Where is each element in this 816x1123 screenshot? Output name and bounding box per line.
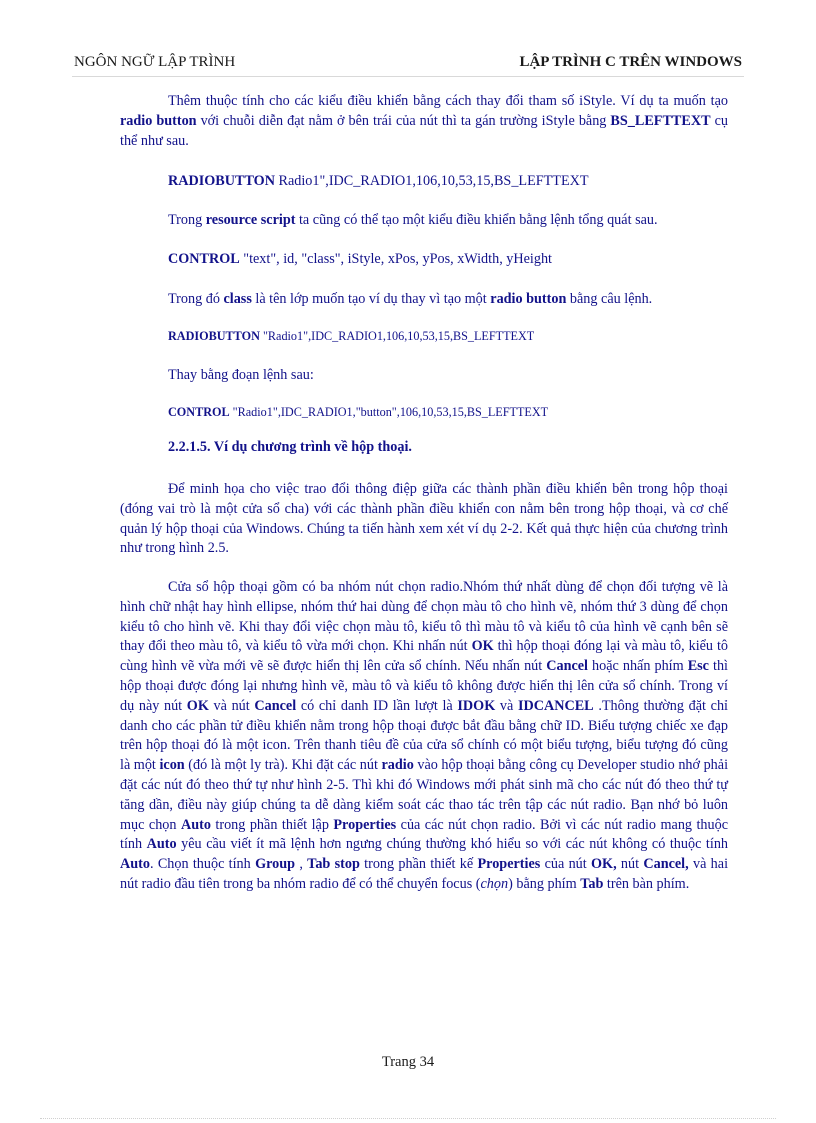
dialog-description-paragraph: Cửa sổ hộp thoại gồm có ba nhóm nút chọn radio.Nhóm thứ nhất dùng để chọn đối tượng vẽ là hình chữ nhật hay hình ellipse, nhóm thứ hai dùng để chọn màu tô cho hình vẽ, nhóm thứ 3 dùng để chọn kiểu tô cho hình vẽ. Khi thay đổi việc chọn màu tô, kiểu tô thì màu tô và kiểu tô của hình vẽ cạnh bên sẽ thay đổi theo màu tô, và kiểu tô vừa mới chọn. Khi nhấn nút OK thì hộp thoại đóng lại và màu tô, kiểu tô cùng hình vẽ vừa mới vẽ sẽ được hiển thị lên cửa sổ chính. Nếu nhấn nút Cancel hoặc nhấn phím Esc thì hộp thoại được đóng lại nhưng hình vẽ, màu tô và kiểu tô không được hiển thị lên cửa sổ chính. Trong ví dụ này nút OK và nút Cancel có chỉ danh ID lần lượt là IDOK và IDCANCEL .Thông thường đặt chỉ danh cho các phần tử điều khiển nằm trong hộp thoại được bắt đầu bằng chữ ID. Biểu tượng chiếc xe đạp trên hộp thoại đó là một icon. Trên thanh tiêu đề của cửa sổ chính có một biểu tượng, biểu tượng đó cũng là một icon (đó là một ly trà). Khi đặt các nút radio vào hộp thoại bằng công cụ Developer studio nhớ phải đặt các nút đó theo thứ tự như hình 2-5. Thì khi đó Windows mới phát sinh mã cho các nút đó theo thứ tự tăng dần, điều này giúp chúng ta dễ dàng kiểm soát các thao tác trên tập các nút radio. Bạn nhớ bỏ luôn mục chọn Auto trong phần thiết lập Properties của các nút chọn radio. Bởi vì các nút radio mang thuộc tính Auto yêu cầu viết ít mã lệnh hơn ngưng chúng thường khó hiểu so với các nút không có thuộc tính Auto. Chọn thuộc tính Group , Tab stop trong phần thiết kế Properties của nút OK, nút Cancel, và hai nút radio đầu tiên trong ba nhóm radio để có thể chuyển focus (chọn) bằng phím Tab trên bàn phím. [120, 579, 729, 892]
code-line-control-small: CONTROL "Radio1",IDC_RADIO1,"button",106,10,53,15,BS_LEFTTEXT [168, 405, 549, 419]
header-right-title: LẬP TRÌNH C TRÊN WINDOWS [519, 54, 742, 70]
footer-divider [40, 1118, 776, 1119]
intro-paragraph: Thêm thuộc tính cho các kiểu điều khiển bằng cách thay đổi tham số iStyle. Ví dụ ta muốn tạo radio button với chuỗi diễn đạt nằm ở bên trái của nút thì ta gán trường iStyle bằng BS_LEFTTEXT cụ thể như sau. [120, 93, 728, 149]
page-number: Trang 34 [381, 1054, 435, 1070]
code-line-radiobutton: RADIOBUTTON Radio1",IDC_RADIO1,106,10,53,15,BS_LEFTTEXT [168, 173, 589, 189]
header-left-title: NGÔN NGỮ LẬP TRÌNH [74, 54, 236, 70]
header-divider [72, 76, 744, 77]
replace-line: Thay bằng đoạn lệnh sau: [168, 367, 314, 383]
code-line-control: CONTROL "text", id, "class", iStyle, xPos, yPos, xWidth, yHeight [168, 251, 552, 267]
resource-script-line: Trong resource script ta cũng có thể tạo một kiểu điều khiển bằng lệnh tổng quát sau. [168, 212, 658, 228]
example-paragraph: Để minh họa cho việc trao đổi thông điệp giữa các thành phần điều khiển bên trong hộp thoại (đóng vai trò là một cửa sổ cha) với các thành phần điều khiển con nằm bên trong hộp thoại, và cơ chế quản lý hộp thoại của Windows. Chúng ta tiến hành xem xét ví dụ 2-2. Kết quả thực hiện của chương trình như trong hình 2.5. [120, 481, 728, 557]
class-explanation-line: Trong đó class là tên lớp muốn tạo ví dụ thay vì tạo một radio button bằng câu lệnh. [168, 291, 653, 307]
code-line-radiobutton-small: RADIOBUTTON "Radio1",IDC_RADIO1,106,10,53,15,BS_LEFTTEXT [168, 329, 535, 343]
section-heading: 2.2.1.5. Ví dụ chương trình về hộp thoại. [168, 439, 412, 455]
